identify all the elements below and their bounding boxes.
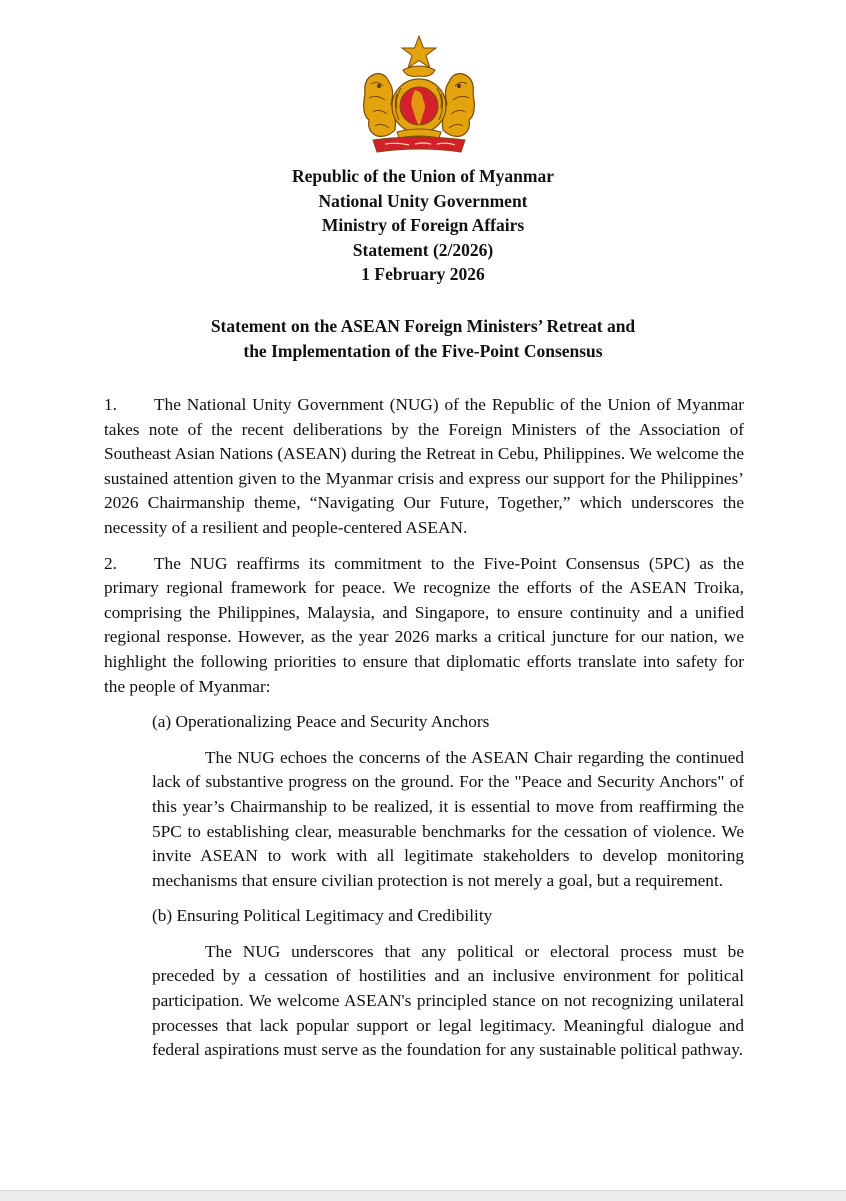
paragraph-number: 2. [104, 553, 117, 573]
paragraph-1 [104, 393, 744, 541]
paragraph-number: 1. [104, 395, 117, 414]
document-header [0, 164, 846, 287]
subsection-b-text: The NUG underscores that any political or electoral process must be preceded by a cessation of hostilities and an inclusive environment for political participation. We welcome ASEAN's principled stance on not recognizing unilateral processes that lack popular support or legal legitimacy. Meaningful dialogue and federal aspirations must serve as the foundation for any sustainable political pathway. [152, 941, 744, 1060]
emblem-star [402, 36, 436, 68]
state-emblem-icon [357, 34, 481, 160]
header-line-statement-number: Statement (2/2026) [352, 239, 494, 260]
statement-title [0, 314, 846, 364]
subsection-a-heading: (a) Operationalizing Peace and Security Anchors [152, 712, 490, 732]
statement-body [104, 393, 744, 1074]
header-line-date: 1 February 2026 [361, 264, 485, 285]
page-bottom-edge [0, 1190, 846, 1201]
title-line-2: the Implementation of the Five-Point Consensus [243, 341, 603, 361]
header-line-country: Republic of the Union of Myanmar [291, 166, 554, 186]
title-line-1: Statement on the ASEAN Foreign Ministers’ Retreat and [210, 316, 636, 336]
header-line-ministry: Ministry of Foreign Affairs [321, 215, 525, 236]
paragraph-text: The NUG reaffirms its commitment to the Five-Point Consensus (5PC) as the primary regional framework for peace. We recognize the efforts of the ASEAN Troika, comprising the Philippines, Malaysia, and Singapore, to ensure continuity and a unified regional response. However, as the year 2026 marks a critical juncture for our nation, we highlight the following priorities to ensure that diplomatic efforts translate into safety for the people of Myanmar: [104, 553, 744, 696]
subsection-a-text: The NUG echoes the concerns of the ASEAN Chair regarding the continued lack of substantive progress on the ground. For the "Peace and Security Anchors" of this year’s Chairmanship to be realized, it is essential to move from reaffirming the 5PC to establishing clear, measurable benchmarks for the cessation of violence. We invite ASEAN to work with all legitimate stakeholders to develop monitoring mechanisms that ensure civilian protection is not merely a goal, but a requirement. [152, 747, 744, 890]
paragraph-text: The National Unity Government (NUG) of the Republic of the Union of Myanmar takes note of the recent deliberations by the Foreign Ministers of the Association of Southeast Asian Nations (ASEAN) during the Retreat in Cebu, Philippines. We welcome the sustained attention given to the Myanmar crisis and express our support for the Philippines’ 2026 Chairmanship theme, “Navigating Our Future, Together,” which underscores the necessity of a resilient and people-centered ASEAN. [104, 395, 744, 537]
header-line-government: National Unity Government [318, 190, 528, 211]
paragraph-2 [104, 552, 744, 700]
subsection-b-heading: (b) Ensuring Political Legitimacy and Credibility [152, 906, 493, 926]
emblem-banner [373, 137, 465, 152]
